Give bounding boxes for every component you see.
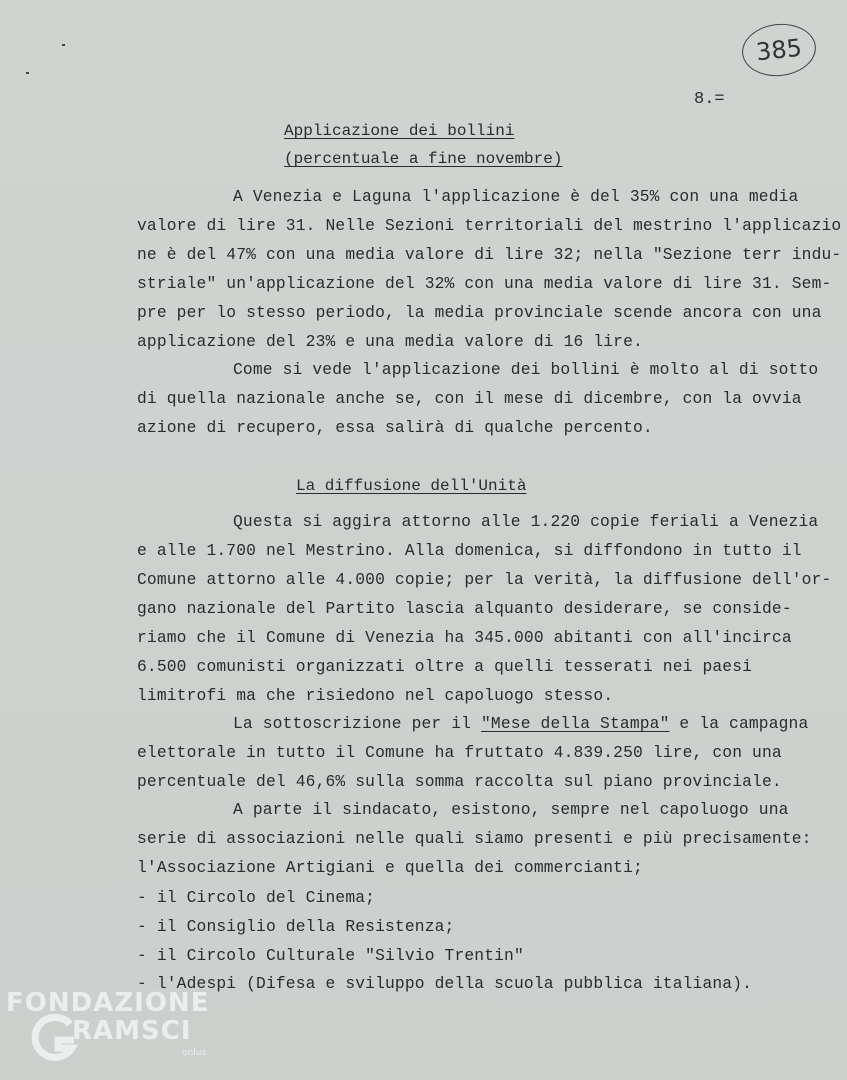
ink-speck [62, 44, 65, 46]
section1-heading-subtitle: (percentuale a fine novembre) [284, 150, 563, 168]
text-line: pre per lo stesso periodo, la media provinciale scende ancora con una [137, 303, 822, 322]
underlined-title: "Mese della Stampa" [481, 714, 670, 733]
section2-heading: La diffusione dell'Unità [296, 477, 527, 495]
text-line: Comune attorno alle 4.000 copie; per la verità, la diffusione dell'or- [137, 570, 832, 589]
text-line: azione di recupero, essa salirà di qualche percento. [137, 418, 653, 437]
page-number: 8.= [694, 90, 725, 109]
text-line: Questa si aggira attorno alle 1.220 copie feriali a Venezia [233, 512, 819, 531]
list-item: - il Consiglio della Resistenza; [137, 917, 455, 936]
text-line: elettorale in tutto il Comune ha fruttato 4.839.250 lire, con una [137, 743, 782, 762]
section1-heading-title: Applicazione dei bollini [284, 122, 515, 140]
list-item: - l'Adespi (Difesa e sviluppo della scuola pubblica italiana). [137, 974, 753, 993]
text-line: valore di lire 31. Nelle Sezioni territoriali del mestrino l'applicazio [137, 216, 842, 235]
ink-speck [26, 72, 29, 74]
text-line: 6.500 comunisti organizzati oltre a quelli tesserati nei paesi [137, 657, 753, 676]
text-segment: La sottoscrizione per il [233, 714, 482, 733]
text-line: limitrofi ma che risiedono nel capoluogo stesso. [137, 686, 614, 705]
watermark-line2: RAMSCI [72, 1016, 192, 1046]
text-line: gano nazionale del Partito lascia alquanto desiderare, se conside- [137, 599, 792, 618]
text-line: percentuale del 46,6% sulla somma raccolta sul piano provinciale. [137, 772, 782, 791]
text-line: A Venezia e Laguna l'applicazione è del 35% con una media [233, 187, 799, 206]
list-item: - il Circolo del Cinema; [137, 888, 376, 907]
text-line: e alle 1.700 nel Mestrino. Alla domenica, si diffondono in tutto il [137, 541, 802, 560]
text-line: ne è del 47% con una media valore di lire 32; nella "Sezione terr indu- [137, 245, 842, 264]
text-line: Come si vede l'applicazione dei bollini è molto al di sotto [233, 360, 819, 379]
text-line: applicazione del 23% e una media valore di 16 lire. [137, 332, 643, 351]
list-item: - il Circolo Culturale "Silvio Trentin" [137, 946, 524, 965]
text-line: striale" un'applicazione del 32% con una media valore di lire 31. Sem- [137, 274, 832, 293]
fondazione-gramsci-watermark [6, 988, 216, 1076]
watermark-suffix: onlus [182, 1048, 207, 1058]
archive-number-stamp: 385 [739, 20, 818, 79]
text-line: A parte il sindacato, esistono, sempre nel capoluogo una [233, 800, 789, 819]
text-line [233, 714, 808, 733]
text-line: di quella nazionale anche se, con il mese di dicembre, con la ovvia [137, 389, 802, 408]
text-line: serie di associazioni nelle quali siamo presenti e più precisamente: [137, 829, 812, 848]
watermark-line1: FONDAZIONE [6, 988, 210, 1018]
text-segment: e la campagna [669, 714, 809, 733]
text-line: riamo che il Comune di Venezia ha 345.000 abitanti con all'incirca [137, 628, 792, 647]
text-line: l'Associazione Artigiani e quella dei commercianti; [137, 858, 643, 877]
